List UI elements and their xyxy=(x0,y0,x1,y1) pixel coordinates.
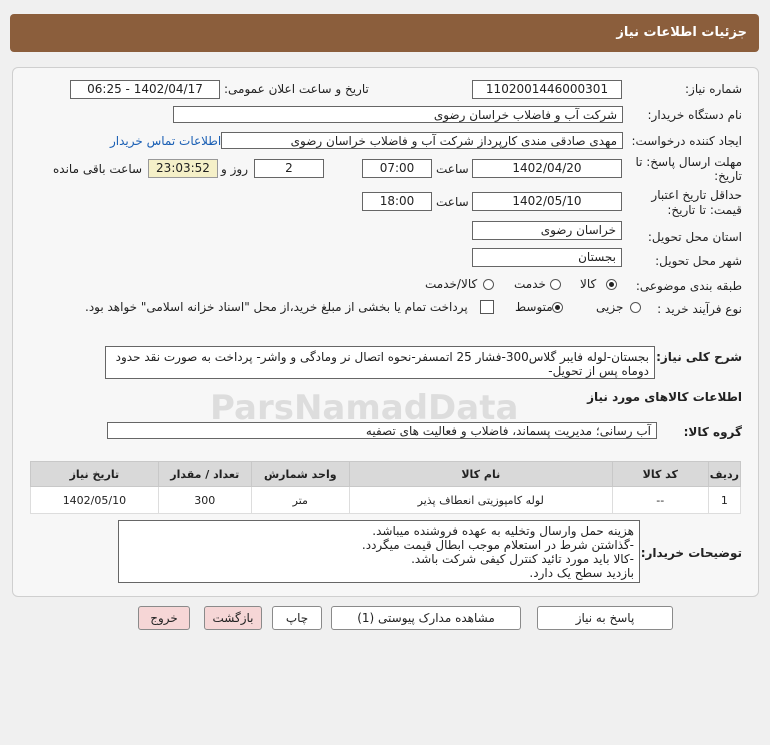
reply-time-field: 07:00 xyxy=(362,159,432,178)
category-service-label: خدمت xyxy=(514,277,546,291)
buyer-notes-box: هزینه حمل وارسال وتخلیه به عهده فروشنده میباشد. -گذاشتن شرط در استعلام موجب ابطال قیمت میگردد. -کالا باید مورد تائید کنترل کیفی شرکت باشد. بازدید سطح یک دارد. xyxy=(118,520,640,583)
goods-group-field: آب رسانی؛ مدیریت پسماند، فاضلاب و فعالیت های تصفیه xyxy=(107,422,657,439)
col-goods-code: کد کالا xyxy=(612,462,708,487)
city-field: بجستان xyxy=(472,248,622,267)
page-title: جزئیات اطلاعات نیاز xyxy=(616,25,747,40)
reply-button[interactable]: پاسخ به نیاز xyxy=(537,606,673,630)
back-button[interactable]: بازگشت xyxy=(204,606,262,630)
cell-need-date: 1402/05/10 xyxy=(31,487,159,514)
category-goods-service-label: کالا/خدمت xyxy=(425,277,478,291)
cell-goods-name: لوله کامپوزیتی انعطاف پذیر xyxy=(349,487,612,514)
requester-label: ایجاد کننده درخواست: xyxy=(631,134,742,148)
remaining-time-field: 23:03:52 xyxy=(148,159,218,178)
validity-date-field: 1402/05/10 xyxy=(472,192,622,211)
announce-field: 1402/04/17 - 06:25 xyxy=(70,80,220,99)
cell-goods-code: -- xyxy=(612,487,708,514)
remaining-word: ساعت باقی مانده xyxy=(53,162,143,176)
category-goods-service-radio[interactable] xyxy=(483,279,494,290)
category-goods-radio[interactable] xyxy=(606,279,617,290)
col-quantity: تعداد / مقدار xyxy=(158,462,251,487)
goods-group-label: گروه کالا: xyxy=(683,425,742,439)
days-word: روز و xyxy=(221,162,248,176)
col-goods-name: نام کالا xyxy=(349,462,612,487)
col-unit: واحد شمارش xyxy=(251,462,349,487)
print-button[interactable]: چاپ xyxy=(272,606,322,630)
need-number-field: 1102001446000301 xyxy=(472,80,622,99)
buyer-org-label: نام دستگاه خریدار: xyxy=(647,108,742,122)
category-service-radio[interactable] xyxy=(550,279,561,290)
reply-date-field: 1402/04/20 xyxy=(472,159,622,178)
buyer-notes-label: توضیحات خریدار: xyxy=(640,546,742,560)
category-goods-label: کالا xyxy=(580,277,597,291)
requester-field: مهدی صادقی مندی کارپرداز شرکت آب و فاضلاب خراسان رضوی xyxy=(221,132,623,149)
reply-deadline-label-2: تاریخ: xyxy=(714,169,742,183)
exit-button[interactable]: خروج xyxy=(138,606,190,630)
col-row-number: ردیف xyxy=(708,462,740,487)
col-need-date: تاریخ نیاز xyxy=(31,462,159,487)
attachments-button[interactable]: مشاهده مدارک پیوستی (1) xyxy=(331,606,521,630)
validity-label-2: قیمت: تا تاریخ: xyxy=(667,203,742,217)
cell-quantity: 300 xyxy=(158,487,251,514)
cell-row-number: 1 xyxy=(708,487,740,514)
reply-deadline-label: مهلت ارسال پاسخ: تا xyxy=(635,155,742,169)
validity-time-word: ساعت xyxy=(436,195,469,209)
need-description-box: بجستان-لوله فایبر گلاس300-فشار 25 اتمسفر-نحوه اتصال نر ومادگی و واشر- پرداخت به صورت نقد حدود دوماه پس از تحویل- xyxy=(105,346,655,379)
province-field: خراسان رضوی xyxy=(472,221,622,240)
purchase-medium-label: متوسط xyxy=(515,300,553,314)
table-row xyxy=(31,487,741,514)
validity-time-field: 18:00 xyxy=(362,192,432,211)
payment-note: پرداخت تمام یا بخشی از مبلغ خرید،از محل "اسناد خزانه اسلامی" خواهد بود. xyxy=(85,300,468,314)
province-label: استان محل تحویل: xyxy=(647,230,742,244)
cell-unit: متر xyxy=(251,487,349,514)
reply-time-word: ساعت xyxy=(436,162,469,176)
category-label: طبقه بندی موضوعی: xyxy=(635,279,742,293)
goods-table xyxy=(30,461,741,514)
validity-label: حداقل تاریخ اعتبار xyxy=(651,188,742,202)
days-field: 2 xyxy=(254,159,324,178)
purchase-type-label: نوع فرآیند خرید : xyxy=(657,302,742,316)
announce-label: تاریخ و ساعت اعلان عمومی: xyxy=(224,82,369,96)
page-header xyxy=(10,14,759,52)
purchase-minor-label: جزیی xyxy=(596,300,624,314)
goods-info-title: اطلاعات کالاهای مورد نیاز xyxy=(587,390,742,404)
treasury-payment-checkbox[interactable] xyxy=(480,300,494,314)
buyer-org-field: شرکت آب و فاضلاب خراسان رضوی xyxy=(173,106,623,123)
need-number-label: شماره نیاز: xyxy=(685,82,742,96)
city-label: شهر محل تحویل: xyxy=(655,254,742,268)
purchase-minor-radio[interactable] xyxy=(630,302,641,313)
buyer-contact-link[interactable]: اطلاعات تماس خریدار xyxy=(110,134,222,148)
table-header-row xyxy=(31,462,741,487)
purchase-medium-radio[interactable] xyxy=(552,302,563,313)
desc-label: شرح کلی نیاز: xyxy=(656,350,742,364)
